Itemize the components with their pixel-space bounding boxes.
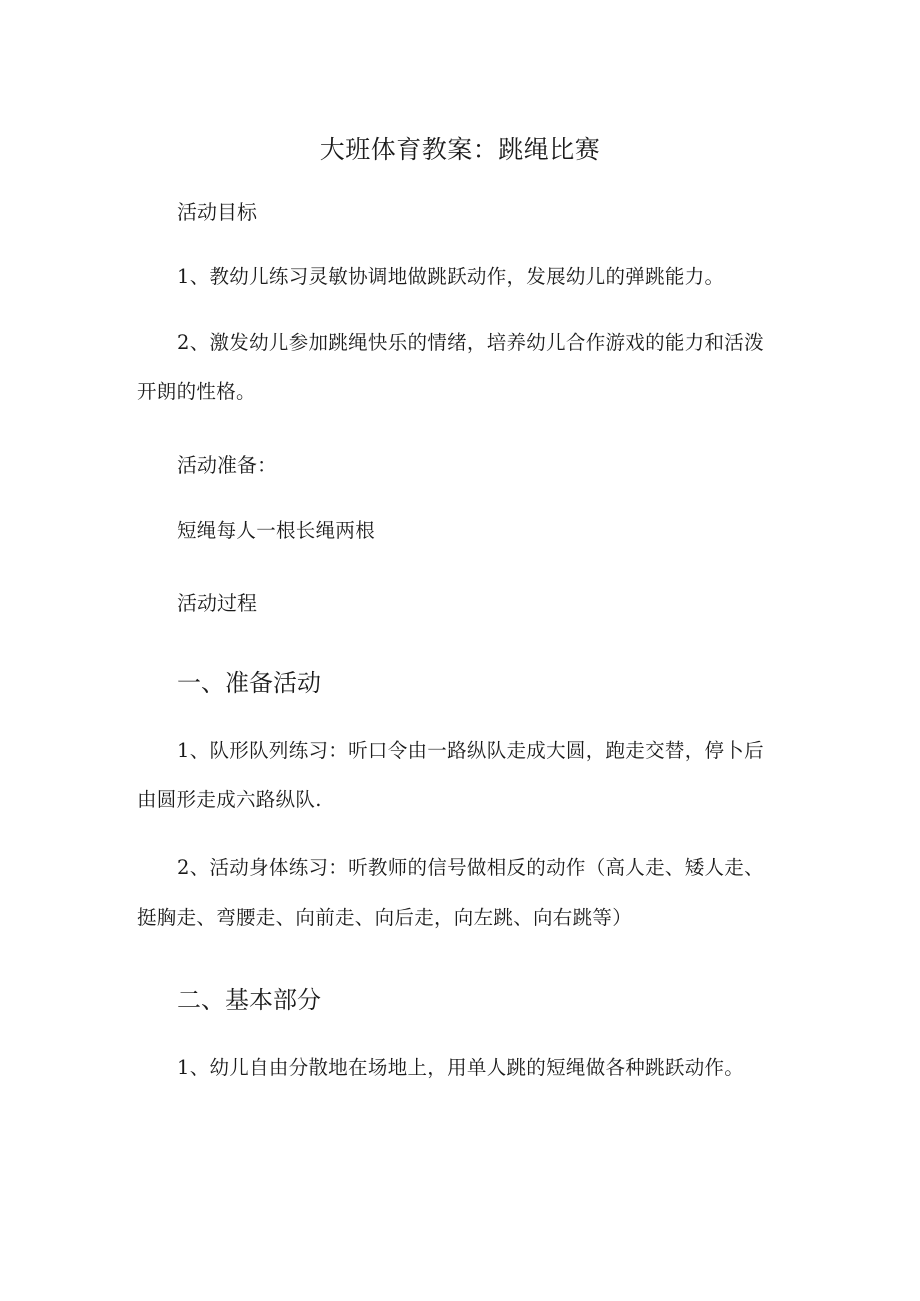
- section-1-item-1-line-2: 由圆形走成六路纵队.: [137, 788, 322, 811]
- goal-item-2-line-2: 开朗的性格。: [137, 380, 256, 403]
- section-2-heading: 二、基本部分: [177, 986, 321, 1014]
- section-1-item-2-line-2: 挺胸走、弯腰走、向前走、向后走，向左跳、向右跳等）: [137, 906, 633, 929]
- goal-item-2-line-1: 2、激发幼儿参加跳绳快乐的情绪，培养幼儿合作游戏的能力和活泼: [177, 331, 764, 354]
- section-1-item-1-line-1: 1、队形队列练习：听口令由一路纵队走成大圆，跑走交替，停卜后: [177, 739, 764, 762]
- section-1-item-2-line-1: 2、活动身体练习：听教师的信号做相反的动作（高人走、矮人走、: [177, 856, 764, 879]
- process-heading: 活动过程: [177, 591, 257, 615]
- prep-text: 短绳每人一根长绳两根: [177, 519, 376, 542]
- section-1-heading: 一、准备活动: [177, 669, 321, 697]
- prep-heading: 活动准备：: [177, 453, 277, 477]
- document-title: 大班体育教案：跳绳比赛: [319, 135, 601, 164]
- goals-heading: 活动目标: [177, 200, 257, 224]
- section-2-item-1: 1、幼儿自由分散地在场地上，用单人跳的短绳做各种跳跃动作。: [177, 1056, 745, 1079]
- goal-item-1: 1、教幼儿练习灵敏协调地做跳跃动作，发展幼儿的弹跳能力。: [177, 265, 725, 288]
